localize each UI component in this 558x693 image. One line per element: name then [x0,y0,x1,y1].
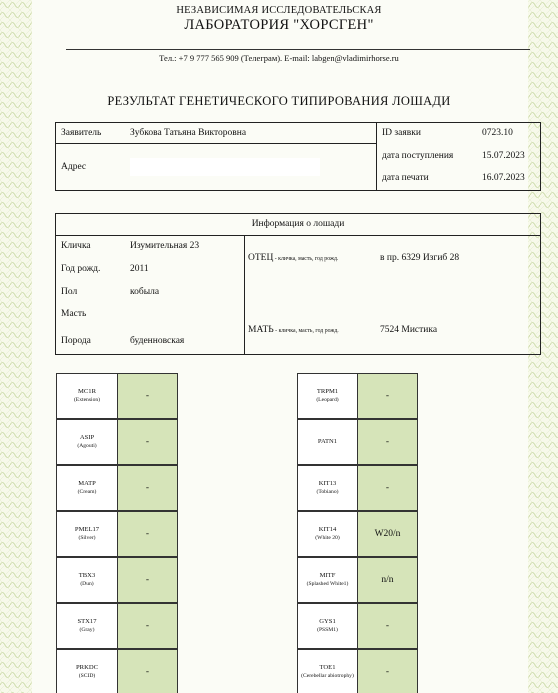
horse-info-header-divider [55,235,541,236]
request-id-value: 0723.10 [482,128,513,138]
gene-name: KIT14 [318,526,337,533]
gene-result-cell: - [357,373,418,419]
gene-name: PMEL17 [74,526,100,533]
gene-description: (Cream) [77,489,97,495]
gene-result-cell: - [117,511,178,557]
gene-name: MITF [319,572,336,579]
gene-description: (Silver) [78,535,96,541]
gene-name-cell [56,649,118,693]
dam-label [248,325,339,335]
coat-color-label: Масть [61,309,87,319]
header-rule [66,49,530,50]
gene-description: (SCID) [78,673,96,679]
sire-note: - кличка, масть, год рожд. [273,256,339,262]
gene-description: (Leopard) [316,397,339,403]
gene-name-cell [56,603,118,649]
gene-description: (Extension) [73,397,101,403]
gene-result-cell: - [117,419,178,465]
address-redacted [130,158,320,176]
gene-name: MATP [78,480,96,487]
gene-name: ASIP [79,434,95,441]
applicant-label: Заявитель [61,128,102,138]
gene-name: TOE1 [319,664,336,671]
gene-name: PATN1 [317,438,338,445]
received-date-label: дата поступления [382,151,454,161]
gene-description: (Splashed White1) [306,581,349,587]
gene-name-cell [56,511,118,557]
gene-name: PRKDC [76,664,98,671]
lab-contact: Тел.: +7 9 777 565 909 (Телеграм). E-mail: labgen@vladimirhorse.ru [159,53,399,63]
birth-year-label: Год рожд. [61,264,101,274]
gene-name: TRPM1 [316,388,339,395]
gene-result-cell: - [117,557,178,603]
lab-subtitle: НЕЗАВИСИМАЯ ИССЛЕДОВАТЕЛЬСКАЯ [176,5,382,16]
gene-result-cell: n/n [357,557,418,603]
sire-label [248,253,338,263]
gene-result-cell: - [117,603,178,649]
gene-name: STX17 [77,618,97,625]
breed-label: Порода [61,336,91,346]
received-date-value: 15.07.2023 [482,151,525,161]
dam-value: 7524 Мистика [380,325,438,335]
gene-description: (Dun) [80,581,94,587]
lab-name: ЛАБОРАТОРИЯ "ХОРСГЕН" [184,17,374,33]
dam-note: - кличка, масть, год рожд. [273,328,339,334]
gene-name-cell [56,557,118,603]
gene-description: (Cerebellar abiotrophy) [301,673,354,679]
gene-name-cell [56,465,118,511]
gene-name-cell [297,511,358,557]
sire-value: в пр. 6329 Изгиб 28 [380,253,460,263]
gene-result-cell: W20/n [357,511,418,557]
gene-name-cell [297,465,358,511]
horse-name-label: Кличка [61,241,91,251]
gene-result-cell: - [117,465,178,511]
gene-description: (PSSM1) [317,627,338,633]
document-title: РЕЗУЛЬТАТ ГЕНЕТИЧЕСКОГО ТИПИРОВАНИЯ ЛОШАДИ [107,94,451,108]
dam-title: МАТЬ [248,325,274,335]
gene-result-cell: - [357,603,418,649]
horse-info-title: Информация о лошади [251,219,345,229]
print-date-label: дата печати [382,173,429,183]
gene-name-cell [56,419,118,465]
applicant-divider [55,143,377,144]
gene-result-cell: - [117,649,178,693]
gene-name-cell [297,603,358,649]
gene-description: (Tobiano) [316,489,339,495]
gene-name-cell [56,373,118,419]
sex-value: кобыла [130,287,160,297]
gene-name-cell [297,373,358,419]
horse-name-value: Изумительная 23 [130,241,200,251]
gene-result-cell: - [357,419,418,465]
gene-description: (White 20) [315,535,340,541]
gene-description: (Gray) [79,627,95,633]
gene-name-cell [297,419,358,465]
address-label: Адрес [61,162,87,172]
breed-value: буденновская [130,336,185,346]
gene-name: TBX3 [78,572,96,579]
sire-title: ОТЕЦ [248,253,274,263]
gene-result-cell: - [117,373,178,419]
gene-name-cell [297,649,358,693]
gene-result-cell: - [357,465,418,511]
sex-label: Пол [61,287,78,297]
applicant-column-divider [376,122,377,191]
gene-description: (Agouti) [77,443,97,449]
gene-result-cell: - [357,649,418,693]
print-date-value: 16.07.2023 [482,173,525,183]
horse-info-column-divider [244,235,245,355]
applicant-box [55,122,541,191]
gene-name-cell [297,557,358,603]
request-id-label: ID заявки [382,128,421,138]
applicant-value: Зубкова Татьяна Викторовна [130,128,247,138]
gene-name: GYS1 [319,618,336,625]
birth-year-value: 2011 [130,264,149,274]
gene-name: MC1R [78,388,96,395]
gene-name: KIT13 [318,480,337,487]
